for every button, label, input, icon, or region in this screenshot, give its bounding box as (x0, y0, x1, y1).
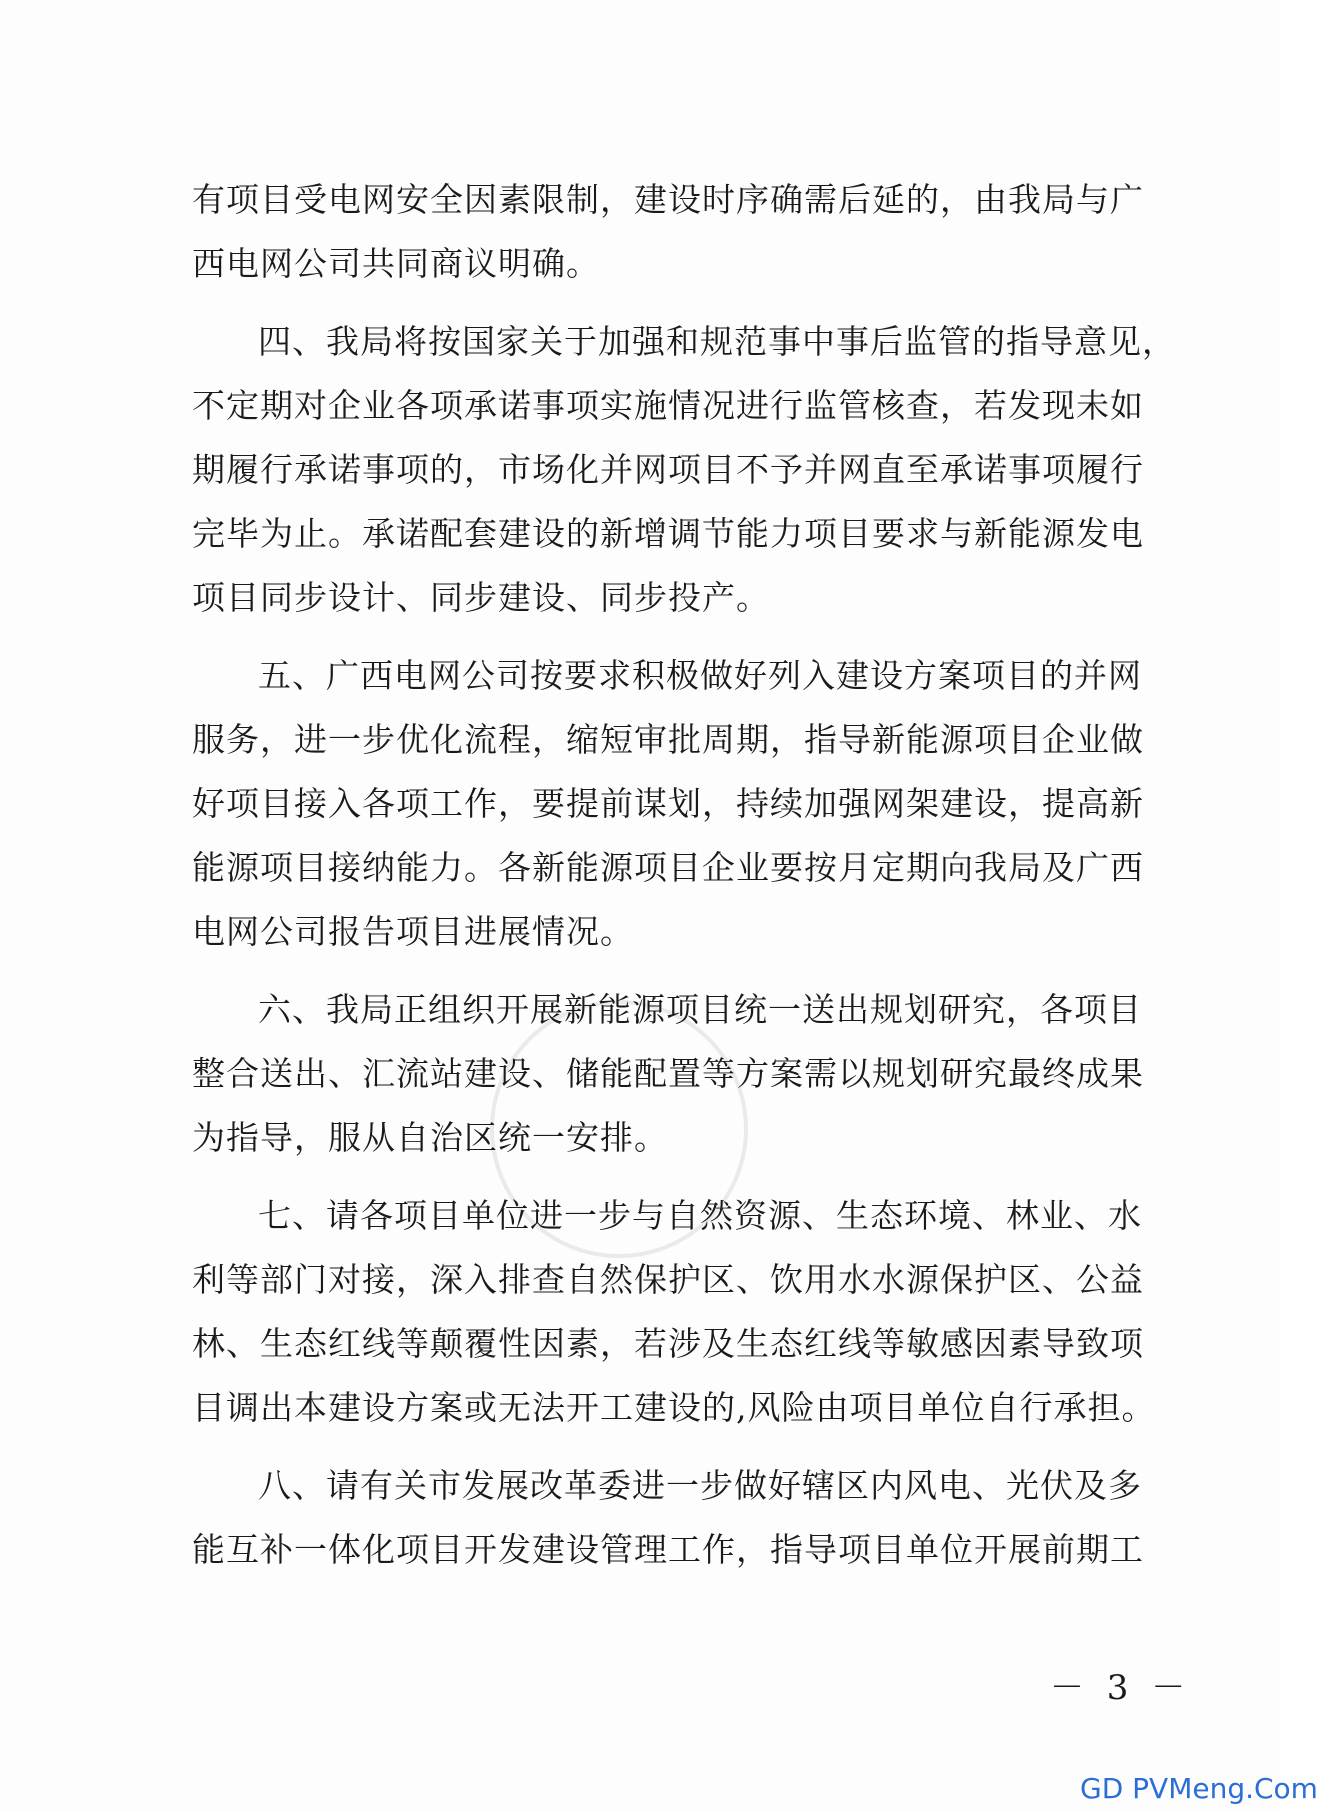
body-line: 林、生态红线等颠覆性因素，若涉及生态红线等敏感因素导致项 (192, 1324, 1144, 1363)
body-line: 有项目受电网安全因素限制，建设时序确需后延的，由我局与广 (192, 180, 1144, 219)
body-line: 利等部门对接，深入排查自然保护区、饮用水水源保护区、公益 (192, 1260, 1144, 1299)
document-body (192, 168, 1176, 1582)
body-line: 期履行承诺事项的，市场化并网项目不予并网直至承诺事项履行 (192, 450, 1144, 489)
body-line: 目调出本建设方案或无法开工建设的,风险由项目单位自行承担。 (192, 1388, 1156, 1427)
paragraph-item-6-line: 六、我局正组织开展新能源项目统一送出规划研究，各项目 (258, 990, 1142, 1029)
body-line: 服务，进一步优化流程，缩短审批周期，指导新能源项目企业做 (192, 720, 1144, 759)
body-line: 好项目接入各项工作，要提前谋划，持续加强网架建设，提高新 (192, 784, 1144, 823)
body-line: 能源项目接纳能力。各新能源项目企业要按月定期向我局及广西 (192, 848, 1144, 887)
body-line: 为指导，服从自治区统一安排。 (192, 1118, 668, 1157)
site-watermark: GD PVMeng.Com (1080, 1772, 1318, 1805)
body-line: 电网公司报告项目进展情况。 (192, 912, 634, 951)
paragraph-item-5-line: 五、广西电网公司按要求积极做好列入建设方案项目的并网 (258, 656, 1142, 695)
body-line: 能互补一体化项目开发建设管理工作，指导项目单位开展前期工 (192, 1530, 1144, 1569)
body-line: 西电网公司共同商议明确。 (192, 244, 600, 283)
body-line: 不定期对企业各项承诺事项实施情况进行监管核查，若发现未如 (192, 386, 1144, 425)
body-line: 完毕为止。承诺配套建设的新增调节能力项目要求与新能源发电 (192, 514, 1144, 553)
body-line: 整合送出、汇流站建设、储能配置等方案需以规划研究最终成果 (192, 1054, 1144, 1093)
page-number: － 3 － (1050, 1668, 1192, 1708)
paragraph-item-7-line: 七、请各项目单位进一步与自然资源、生态环境、林业、水 (258, 1196, 1142, 1235)
paragraph-item-8-line: 八、请有关市发展改革委进一步做好辖区内风电、光伏及多 (258, 1466, 1142, 1505)
paragraph-item-4-line: 四、我局将按国家关于加强和规范事中事后监管的指导意见， (258, 322, 1176, 361)
body-line: 项目同步设计、同步建设、同步投产。 (192, 578, 770, 617)
